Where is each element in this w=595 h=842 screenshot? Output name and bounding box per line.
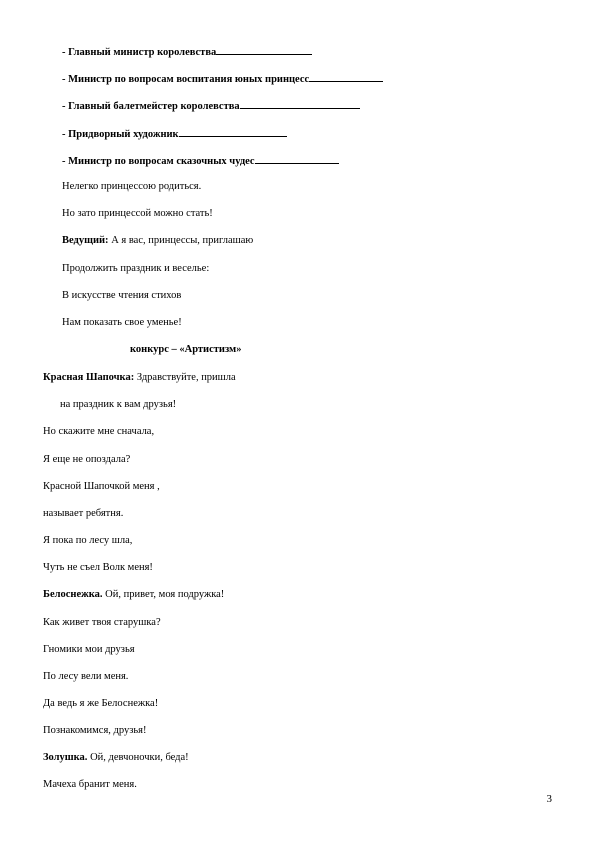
blank-underline bbox=[309, 70, 383, 82]
speaker-name: Ведущий: bbox=[62, 235, 109, 246]
blank-underline bbox=[255, 152, 339, 164]
verse-line: Гномики мои друзья bbox=[43, 644, 135, 655]
role-label: - Придворный художник bbox=[62, 129, 179, 140]
role-label: - Министр по вопросам воспитания юных принцесс bbox=[62, 74, 310, 85]
blank-underline bbox=[240, 97, 360, 109]
role-line bbox=[62, 152, 339, 168]
blank-underline bbox=[179, 125, 287, 137]
speech-text: Ой, девчоночки, беда! bbox=[87, 752, 189, 763]
speech-text: Здравствуйте, пришла bbox=[134, 372, 236, 383]
role-label: - Главный министр королевства bbox=[62, 47, 217, 58]
verse-line: Познакомимся, друзья! bbox=[43, 725, 147, 736]
role-label: - Министр по вопросам сказочных чудес bbox=[62, 156, 255, 167]
verse-line: называет ребятня. bbox=[43, 508, 124, 519]
role-line bbox=[62, 70, 383, 86]
verse-line: Да ведь я же Белоснежка! bbox=[43, 698, 159, 709]
verse-line: Нам показать свое уменье! bbox=[62, 317, 182, 328]
page-number: 3 bbox=[546, 793, 552, 805]
verse-line: Я пока по лесу шла, bbox=[43, 535, 133, 546]
blank-underline bbox=[216, 43, 312, 55]
verse-line: Как живет твоя старушка? bbox=[43, 617, 161, 628]
speaker-line bbox=[43, 371, 236, 384]
verse-line: Но скажите мне сначала, bbox=[43, 426, 155, 437]
verse-line: Мачеха бранит меня. bbox=[43, 779, 137, 790]
speaker-line bbox=[43, 751, 189, 764]
speaker-name: Золушка. bbox=[43, 752, 88, 763]
verse-line: Чуть не съел Волк меня! bbox=[43, 562, 153, 573]
speech-text: А я вас, принцессы, приглашаю bbox=[108, 235, 254, 246]
verse-line: В искусстве чтения стихов bbox=[62, 290, 182, 301]
speaker-line bbox=[62, 234, 253, 247]
verse-line: Я еще не опоздала? bbox=[43, 454, 131, 465]
verse-line: Продолжить праздник и веселье: bbox=[62, 263, 210, 274]
speaker-name: Белоснежка. bbox=[43, 589, 103, 600]
verse-line: на праздник к вам друзья! bbox=[60, 399, 177, 410]
role-label: - Главный балетмейстер королевства bbox=[62, 101, 240, 112]
role-line bbox=[62, 125, 287, 141]
speaker-line bbox=[43, 588, 224, 601]
contest-title: конкурс – «Артистизм» bbox=[130, 344, 242, 355]
speaker-name: Красная Шапочка: bbox=[43, 372, 135, 383]
verse-line: Красной Шапочкой меня , bbox=[43, 481, 160, 492]
verse-line: Нелегко принцессою родиться. bbox=[62, 181, 202, 192]
role-line bbox=[62, 97, 360, 113]
verse-line: По лесу вели меня. bbox=[43, 671, 129, 682]
verse-line: Но зато принцессой можно стать! bbox=[62, 208, 213, 219]
speech-text: Ой, привет, моя подружка! bbox=[102, 589, 225, 600]
role-line bbox=[62, 43, 312, 59]
